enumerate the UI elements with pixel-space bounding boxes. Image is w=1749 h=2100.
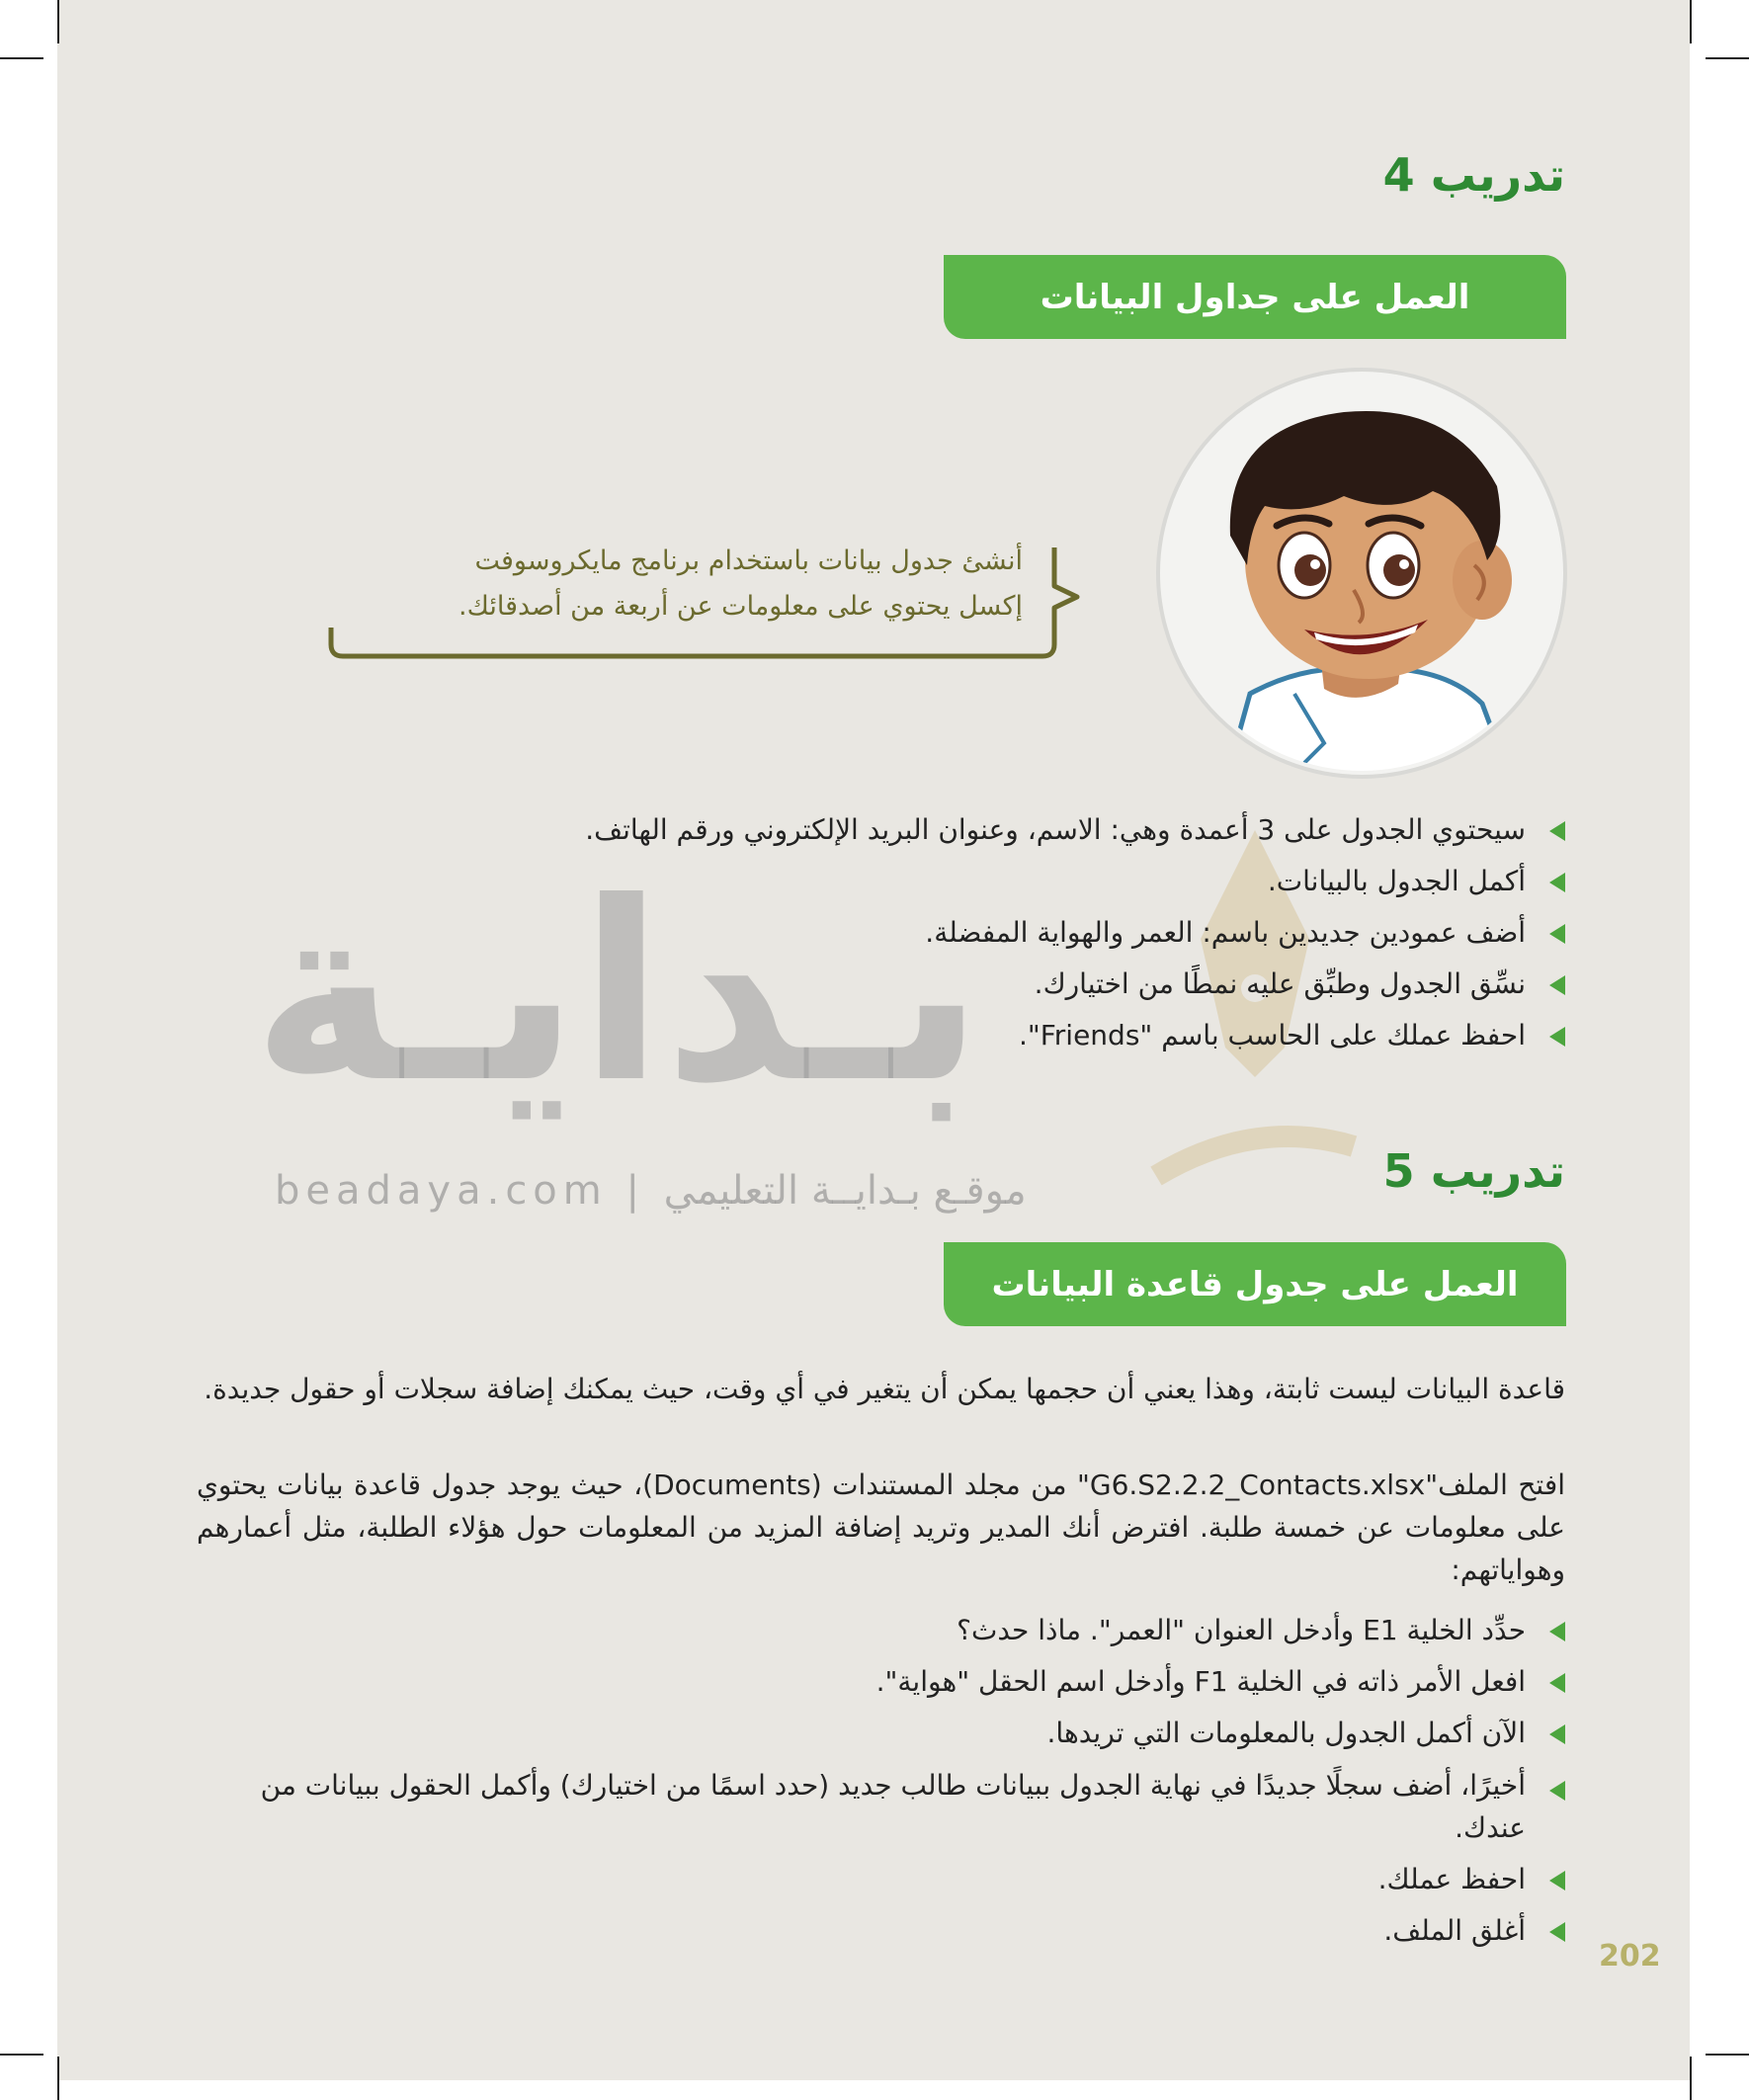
exercise-5-title: تدريب 5 — [1382, 1144, 1565, 1198]
watermark-logo-word: بـدايـة — [252, 849, 984, 1136]
list-item: احفظ عملك. — [197, 1854, 1565, 1905]
watermark-caption: beadaya.com | موقـع بـدايــة التعليمي — [275, 1168, 1027, 1214]
exercise-5-steps — [197, 1605, 1565, 1957]
exercise-5-paragraph-2: افتح الملف"G6.S2.2.2_Contacts.xlsx" من مجلد المستندات (Documents)، حيث يوجد جدول قاعدة بيانات يحتوي على معلومات عن خمسة طلبة. افترض أنك المدير وتريد إضافة المزيد من المعلومات حول هؤلاء الطلبة، مثل أعمارهم وهواياتهم: — [197, 1469, 1566, 1586]
list-item: أخيرًا، أضف سجلًا جديدًا في نهاية الجدول ببيانات طالب جديد (حدد اسمًا من اختيارك) وأكمل الحقول ببيانات من عندك. — [197, 1764, 1565, 1849]
crop-mark — [1690, 0, 1692, 43]
crop-mark — [0, 57, 43, 59]
crop-mark — [1706, 2054, 1749, 2056]
exercise-5-banner: العمل على جدول قاعدة البيانات — [944, 1242, 1566, 1326]
crop-mark — [57, 0, 59, 43]
crop-mark — [1690, 2057, 1692, 2100]
list-item: سيحتوي الجدول على 3 أعمدة وهي: الاسم، وعنوان البريد الإلكتروني ورقم الهاتف. — [330, 804, 1565, 856]
exercise-4-steps — [330, 804, 1565, 1061]
student-avatar — [1156, 368, 1567, 779]
speech-bubble-text — [415, 539, 1023, 630]
list-item: افعل الأمر ذاته في الخلية F1 وأدخل اسم الحقل "هواية". — [197, 1656, 1565, 1708]
list-item: أضف عمودين جديدين باسم: العمر والهواية المفضلة. — [330, 907, 1565, 959]
list-item: أكمل الجدول بالبيانات. — [330, 856, 1565, 907]
list-item: الآن أكمل الجدول بالمعلومات التي تريدها. — [197, 1708, 1565, 1759]
crop-mark — [1706, 57, 1749, 59]
page-number: 202 — [1599, 1939, 1661, 1974]
exercise-5-paragraph-1: قاعدة البيانات ليست ثابتة، وهذا يعني أن حجمها يمكن أن يتغير في أي وقت، حيث يمكنك إضافة سجلات أو حقول جديدة. — [204, 1373, 1565, 1405]
list-item: أغلق الملف. — [197, 1905, 1565, 1957]
exercise-4-banner: العمل على جداول البيانات — [944, 255, 1566, 339]
crop-mark — [57, 2057, 59, 2100]
exercise-4-title: تدريب 4 — [1382, 148, 1565, 202]
crop-mark — [0, 2054, 43, 2056]
bubble-line: أنشئ جدول بيانات باستخدام برنامج مايكروسوفت — [474, 546, 1023, 576]
list-item: حدِّد الخلية E1 وأدخل العنوان "العمر". ماذا حدث؟ — [197, 1605, 1565, 1656]
list-item: نسِّق الجدول وطبِّق عليه نمطًا من اختيارك. — [330, 959, 1565, 1010]
bubble-line: إكسل يحتوي على معلومات عن أربعة من أصدقائك. — [458, 591, 1023, 622]
list-item: احفظ عملك على الحاسب باسم "Friends". — [330, 1010, 1565, 1061]
